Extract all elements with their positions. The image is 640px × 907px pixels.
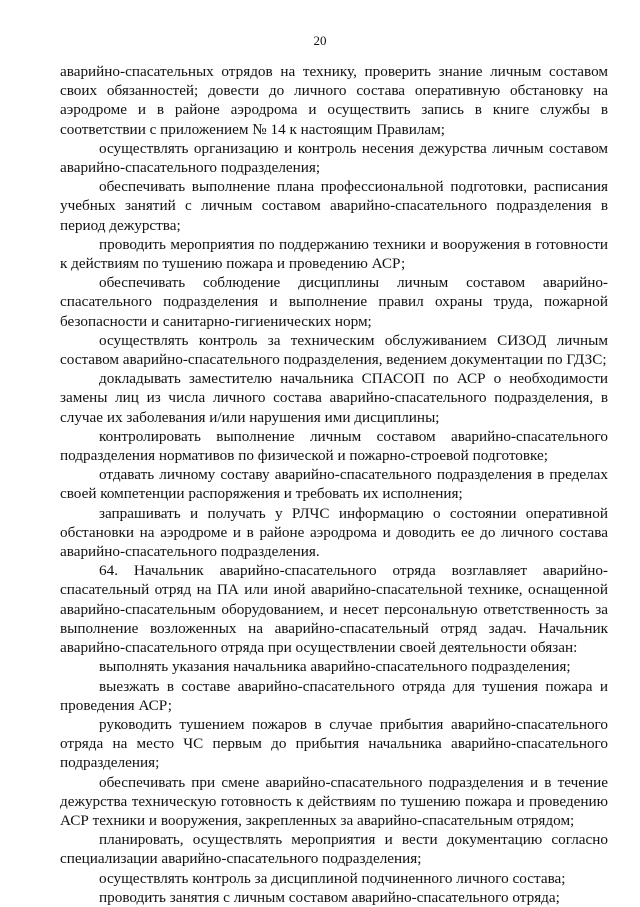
paragraph: 64. Начальник аварийно-спасательного отряда возглавляет аварийно-спасательный отряд на ПА или иной аварийно-спасательной технике, оснащенной аварийно-спасательным оборудованием, и несет персональную ответственность за выполнение возложенных на аварийно-спасательный отряд задач. Начальник аварийно-спасательного отряда при осуществлении своей деятельности обязан: xyxy=(60,562,608,657)
paragraph: осуществлять контроль за дисциплиной подчиненного личного состава; xyxy=(99,869,566,887)
paragraph: проводить мероприятия по поддержанию техники и вооружения в готовности к действиям по тушению пожара и проведению АСР; xyxy=(60,235,608,273)
paragraph: запрашивать и получать у РЛЧС информацию о состоянии оперативной обстановки на аэродроме и в районе аэродрома и доводить ее до личного состава аварийно-спасательного подразделения. xyxy=(60,504,608,561)
paragraph: осуществлять контроль за техническим обслуживанием СИЗОД личным составом аварийно-спасательного подразделения, ведением документации по ГДЗС; xyxy=(60,331,608,369)
page-number: 20 xyxy=(313,33,327,48)
document-body xyxy=(60,62,608,907)
paragraph: обеспечивать соблюдение дисциплины личным составом аварийно-спасательного подразделения и выполнение правил охраны труда, пожарной безопасности и санитарно-гигиенических норм; xyxy=(60,274,608,330)
paragraph: аварийно-спасательных отрядов на технику, проверить знание личным составом своих обязанностей; довести до личного состава оперативную обстановку на аэродроме и в районе аэродрома и осуществить запись в книге службы в соответствии с приложением № 14 к настоящим Правилам; xyxy=(60,63,608,138)
paragraph: руководить тушением пожаров в случае прибытия аварийно-спасательного отряда на место ЧС первым до прибытия начальника аварийно-спасательного подразделения; xyxy=(60,715,608,772)
paragraph: планировать, осуществлять мероприятия и вести документацию согласно специализации аварийно-спасательного подразделения; xyxy=(60,831,608,868)
paragraph: выезжать в составе аварийно-спасательного отряда для тушения пожара и проведения АСР; xyxy=(60,677,608,714)
paragraph: выполнять указания начальника аварийно-спасательного подразделения; xyxy=(99,658,571,676)
paragraph: отдавать личному составу аварийно-спасательного подразделения в пределах своей компетенции распоряжения и требовать их исполнения; xyxy=(60,466,608,503)
paragraph: обеспечивать при смене аварийно-спасательного подразделения и в течение дежурства техническую готовность к действиям по тушению пожара и проведению АСР техники и вооружения, закрепленных за аварийно-спасательным отрядом; xyxy=(60,773,608,829)
paragraph: осуществлять организацию и контроль несения дежурства личным составом аварийно-спасательного подразделения; xyxy=(60,139,608,177)
paragraph: проводить занятия с личным составом аварийно-спасательного отряда; xyxy=(99,888,560,906)
paragraph: обеспечивать выполнение плана профессиональной подготовки, расписания учебных занятий с личным составом аварийно-спасательного подразделения в период дежурства; xyxy=(60,178,608,234)
paragraph: контролировать выполнение личным составом аварийно-спасательного подразделения нормативов по физической и пожарно-строевой подготовке; xyxy=(60,427,608,465)
paragraph: докладывать заместителю начальника СПАСОП по АСР о необходимости замены лиц из числа личного состава аварийно-спасательного подразделения, в случае их заболевания и/или нарушения ими дисциплины; xyxy=(60,370,608,426)
